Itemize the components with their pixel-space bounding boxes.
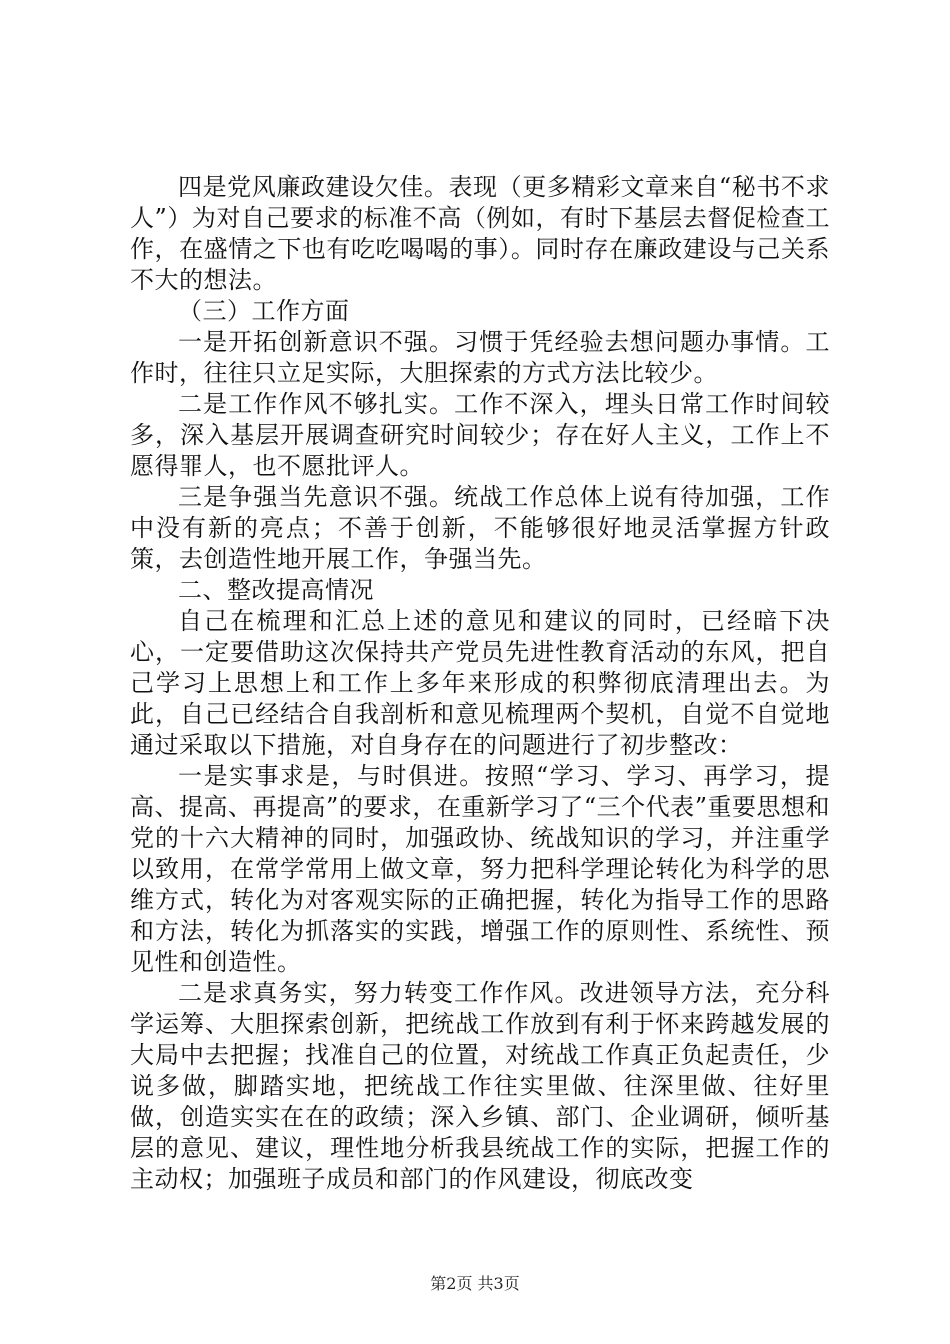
paragraph-seek-truth: 一是实事求是，与时俱进。按照“学习、学习、再学习，提高、提高、再提高”的要求，在重新学习了“三个代表”重要思想和党的十六大精神的同时，加强政协、统战知识的学习，并注重学以致用，在常学常用上做文章，努力把科学理论转化为科学的思维方式，转化为对客观实际的正确把握，转化为指导工作的思路和方法，转化为抓落实的实践，增强工作的原则性、系统性、预见性和创造性。: [130, 762, 830, 976]
section-heading-work: （三）工作方面: [178, 297, 350, 325]
section-heading-rectification: 二、整改提高情况: [178, 576, 374, 604]
paragraph-innovation: 一是开拓创新意识不强。习惯于凭经验去想问题办事情。工作时，往往只立足实际，大胆探索的方式方法比较少。: [130, 328, 830, 387]
paragraph-pragmatic: 二是求真务实，努力转变工作作风。改进领导方法，充分科学运筹、大胆探索创新，把统战工作放到有利于怀来跨越发展的大局中去把握；找准自己的位置，对统战工作真正负起责任，少说多做，脚踏实地，把统战工作往实里做、往深里做、往好里做，创造实实在在的政绩；深入乡镇、部门、企业调研，倾听基层的意见、建议，理性地分析我县统战工作的实际，把握工作的主动权；加强班子成员和部门的作风建设，彻底改变: [130, 979, 830, 1193]
paragraph-rectification-intro: 自己在梳理和汇总上述的意见和建议的同时，已经暗下决心，一定要借助这次保持共产党员先进性教育活动的东风，把自己学习上思想上和工作上多年来形成的积弊彻底清理出去。为此，自己已经结合自我剖析和意见梳理两个契机，自觉不自觉地通过采取以下措施，对自身存在的问题进行了初步整改：: [130, 607, 830, 759]
paragraph-striving: 三是争强当先意识不强。统战工作总体上说有待加强，工作中没有新的亮点；不善于创新，不能够很好地灵活掌握方针政策，去创造性地开展工作，争强当先。: [130, 483, 830, 573]
document-body: [130, 172, 830, 1195]
paragraph-work-style: 二是工作作风不够扎实。工作不深入，埋头日常工作时间较多，深入基层开展调查研究时间较少；存在好人主义，工作上不愿得罪人，也不愿批评人。: [130, 390, 830, 480]
paragraph-party-conduct: 四是党风廉政建设欠佳。表现（更多精彩文章来自“秘书不求人”）为对自己要求的标准不高（例如，有时下基层去督促检查工作，在盛情之下也有吃吃喝喝的事）。同时存在廉政建设与己关系不大的想法。: [130, 173, 830, 294]
page-number-footer: 第2页 共3页: [430, 1274, 520, 1293]
